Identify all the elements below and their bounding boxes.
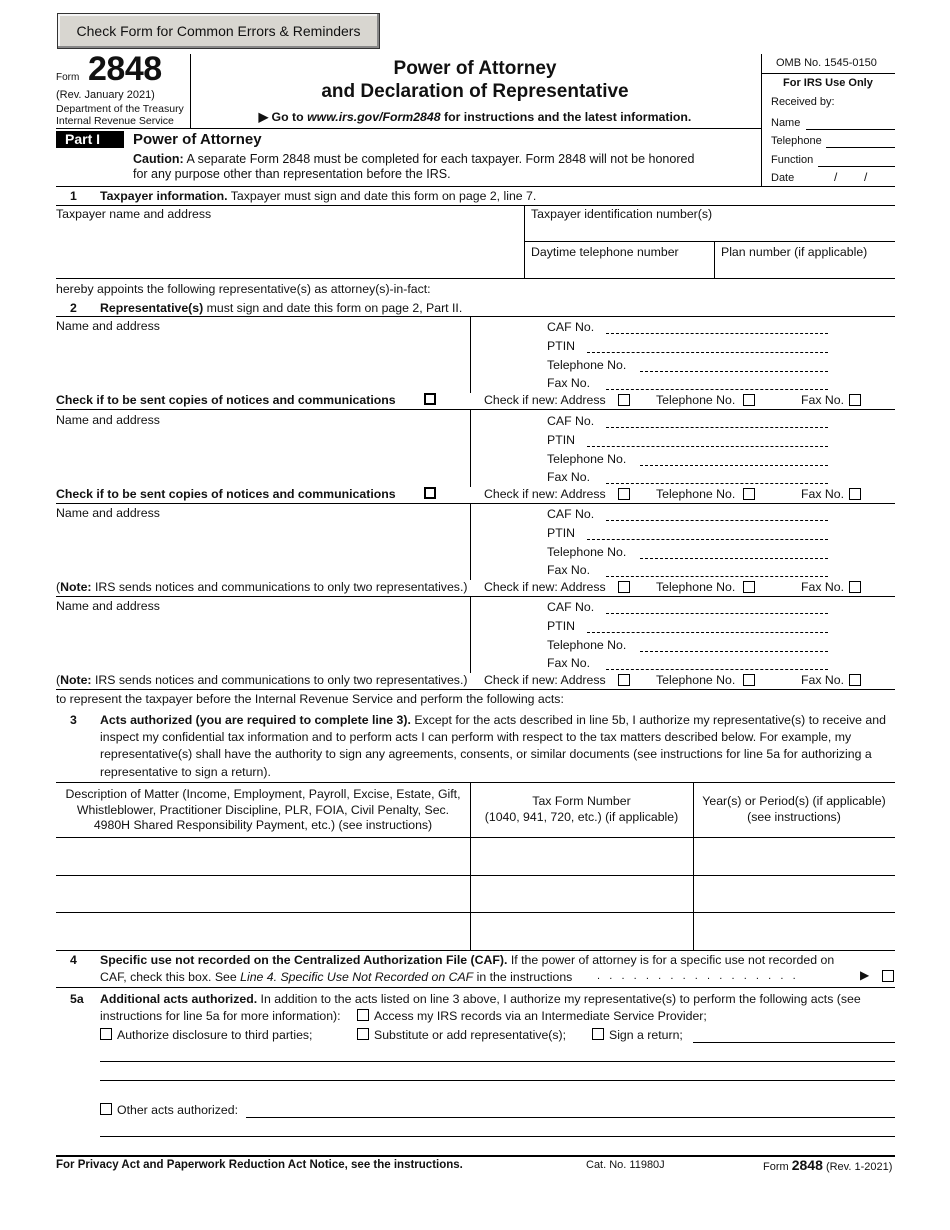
rep-4-new-telephone-checkbox[interactable] [743, 674, 755, 686]
rep-2-name-address-field[interactable] [56, 428, 468, 480]
irs-use-only: For IRS Use Only [783, 77, 873, 89]
matter-row-3-description[interactable] [57, 913, 469, 949]
rep-1-telephone-field[interactable] [640, 371, 828, 372]
rep-1-new-telephone-label: Telephone No. [656, 393, 736, 407]
rep-3-fax-label: Fax No. [547, 563, 591, 577]
irs-name-label: Name [771, 117, 801, 129]
line-4-checkbox[interactable] [882, 970, 894, 982]
line-5a-text-2: instructions for line 5a for more information): [100, 1009, 341, 1023]
line-3-text-1: Acts authorized (you are required to complete line 3). Except for the acts described in line 5b, I authorize my representative(s) to receive and [100, 713, 886, 727]
rep-2-new-telephone-checkbox[interactable] [743, 488, 755, 500]
rep-4-caf-field[interactable] [606, 613, 828, 614]
line-2-number: 2 [70, 301, 77, 315]
rep-3-telephone-label: Telephone No. [547, 545, 627, 559]
line-2-heading: Representative(s) must sign and date this form on page 2, Part II. [100, 301, 463, 315]
rep-1-copies-label: Check if to be sent copies of notices and communications [56, 393, 396, 407]
rep-1-caf-label: CAF No. [547, 320, 595, 334]
sign-return-label: Sign a return; [609, 1028, 683, 1042]
rep-4-new-telephone-label: Telephone No. [656, 673, 736, 687]
part-1-tag: Part I [56, 131, 124, 148]
rep-3-new-fax-checkbox[interactable] [849, 581, 861, 593]
rep-4-name-address-field[interactable] [56, 614, 468, 666]
matter-row-1-year[interactable] [694, 838, 894, 874]
agency: Internal Revenue Service [56, 115, 174, 127]
irs-function-label: Function [771, 154, 814, 166]
disclosure-checkbox[interactable] [100, 1028, 112, 1040]
form-title-1: Power of Attorney [393, 58, 557, 79]
rep-3-ptin-label: PTIN [547, 526, 576, 540]
line-3-text-2: inspect my confidential tax information and to perform acts I can perform with respect to the tax matters described below. For example, my [100, 730, 852, 744]
rep-2-ptin-field[interactable] [587, 446, 828, 447]
rep-4-telephone-label: Telephone No. [547, 638, 627, 652]
access-records-label: Access my IRS records via an Intermediate Service Provider; [374, 1009, 707, 1023]
rep-2-check-new-address-label: Check if new: Address [484, 487, 606, 501]
rep-3-new-address-checkbox[interactable] [618, 581, 630, 593]
rep-3-new-fax-label: Fax No. [801, 580, 845, 594]
rep-1-fax-label: Fax No. [547, 376, 591, 390]
rep-2-new-telephone-label: Telephone No. [656, 487, 736, 501]
privacy-notice: For Privacy Act and Paperwork Reduction Act Notice, see the instructions. [56, 1159, 463, 1171]
footer-form-id: Form 2848 (Rev. 1-2021) [763, 1157, 893, 1173]
line-4-number: 4 [70, 953, 77, 967]
rep-1-new-fax-checkbox[interactable] [849, 394, 861, 406]
received-by-label: Received by: [771, 96, 835, 108]
part-1-title: Power of Attorney [133, 131, 262, 148]
line-1-heading: Taxpayer information. Taxpayer must sign and date this form on page 2, line 7. [100, 189, 537, 203]
disclosure-label: Authorize disclosure to third parties; [117, 1028, 313, 1042]
line-4-leader-dots: . . . . . . . . . . . . . . . . . [597, 970, 796, 982]
rep-1-fax-field[interactable] [606, 389, 828, 390]
rep-3-ptin-field[interactable] [587, 539, 828, 540]
rep-3-fax-field[interactable] [606, 576, 828, 577]
rep-4-caf-label: CAF No. [547, 600, 595, 614]
plan-number-label: Plan number (if applicable) [721, 245, 868, 259]
rep-3-new-telephone-label: Telephone No. [656, 580, 736, 594]
matter-row-3-year[interactable] [694, 913, 894, 949]
rep-2-new-fax-checkbox[interactable] [849, 488, 861, 500]
instructions-link-line: ▶ Go to www.irs.gov/Form2848 for instructions and the latest information. [258, 110, 692, 124]
department: Department of the Treasury [56, 103, 184, 115]
taxpayer-name-address-field[interactable] [56, 222, 522, 276]
tin-label: Taxpayer identification number(s) [531, 207, 713, 221]
other-acts-label: Other acts authorized: [117, 1103, 238, 1117]
matter-row-1-form[interactable] [471, 838, 692, 874]
tax-form-number-header: Tax Form Number (1040, 941, 720, etc.) (if applicable) [484, 794, 679, 824]
substitute-checkbox[interactable] [357, 1028, 369, 1040]
rep-4-new-address-checkbox[interactable] [618, 674, 630, 686]
irs-url-link[interactable]: www.irs.gov/Form2848 [307, 110, 441, 124]
form-title-2: and Declaration of Representative [321, 81, 629, 102]
rep-2-new-fax-label: Fax No. [801, 487, 845, 501]
irs-date-slashes: / / [834, 170, 868, 184]
year-period-header: Year(s) or Period(s) (if applicable) (see instructions) [702, 794, 886, 824]
rep-4-name-address-label: Name and address [56, 599, 160, 613]
line-1-number: 1 [70, 189, 77, 203]
irs-date-label: Date [771, 172, 795, 184]
caution-line-1: Caution: A separate Form 2848 must be completed for each taxpayer. Form 2848 will not be honored [133, 152, 695, 166]
rep-1-new-telephone-checkbox[interactable] [743, 394, 755, 406]
irs-telephone-label: Telephone [771, 135, 822, 147]
matter-row-3-form[interactable] [471, 913, 692, 949]
rep-4-ptin-field[interactable] [587, 632, 828, 633]
matter-row-1-description[interactable] [57, 838, 469, 874]
rep-2-fax-label: Fax No. [547, 470, 591, 484]
rep-3-caf-label: CAF No. [547, 507, 595, 521]
matter-description-header: Description of Matter (Income, Employment, Payroll, Excise, Estate, Gift, Whistleblower, Practitioner Discipline, PLR, FOIA, Civil Penalty, Sec. 4980H Shared Responsibility Payment, etc.) (see instructions) [65, 787, 461, 832]
rep-1-check-new-address-label: Check if new: Address [484, 393, 606, 407]
rep-3-telephone-field[interactable] [640, 558, 828, 559]
line-4-text-2: CAF, check this box. See Line 4. Specific Use Not Recorded on CAF in the instructions [100, 970, 573, 984]
rep-4-fax-field[interactable] [606, 669, 828, 670]
rep-2-telephone-label: Telephone No. [547, 452, 627, 466]
rep-3-name-address-field[interactable] [56, 521, 468, 573]
rep-2-telephone-field[interactable] [640, 465, 828, 466]
matter-row-2-form[interactable] [471, 876, 692, 912]
to-represent-text: to represent the taxpayer before the Internal Revenue Service and perform the following acts: [56, 692, 564, 706]
rep-2-caf-label: CAF No. [547, 414, 595, 428]
rep-2-new-address-checkbox[interactable] [618, 488, 630, 500]
rep-1-new-fax-label: Fax No. [801, 393, 845, 407]
rep-1-caf-field[interactable] [606, 333, 828, 334]
rep-2-copies-label: Check if to be sent copies of notices and communications [56, 487, 396, 501]
revision-date: (Rev. January 2021) [56, 89, 155, 101]
rep-4-note: (Note: IRS sends notices and communications to only two representatives.) [56, 673, 468, 687]
taxpayer-name-address-label: Taxpayer name and address [56, 207, 212, 221]
line-3-number: 3 [70, 713, 77, 727]
rep-1-telephone-label: Telephone No. [547, 358, 627, 372]
rep-2-caf-field[interactable] [606, 427, 828, 428]
rep-3-new-telephone-checkbox[interactable] [743, 581, 755, 593]
other-acts-field[interactable] [246, 1100, 894, 1117]
rep-1-ptin-field[interactable] [587, 352, 828, 353]
form-word: Form [56, 72, 80, 83]
rep-1-ptin-label: PTIN [547, 339, 576, 353]
other-acts-checkbox[interactable] [100, 1103, 112, 1115]
line-4-arrow-icon: ▶ [860, 968, 870, 982]
check-form-button[interactable]: Check Form for Common Errors & Reminders [57, 13, 380, 49]
line-3-text-4: representative to sign a return). [100, 765, 271, 779]
line-5a-text-1: Additional acts authorized. In addition to the acts listed on line 3 above, I authorize my representative(s) to perform the following acts (see [100, 992, 861, 1006]
daytime-phone-label: Daytime telephone number [531, 245, 679, 259]
rep-4-fax-label: Fax No. [547, 656, 591, 670]
rep-1-new-address-checkbox[interactable] [618, 394, 630, 406]
access-records-checkbox[interactable] [357, 1009, 369, 1021]
matter-row-2-description[interactable] [57, 876, 469, 912]
rep-1-name-address-field[interactable] [56, 334, 468, 386]
rep-2-ptin-label: PTIN [547, 433, 576, 447]
rep-1-name-address-label: Name and address [56, 319, 160, 333]
tin-field[interactable] [526, 222, 894, 240]
rep-4-telephone-field[interactable] [640, 651, 828, 652]
form-number: 2848 [88, 50, 162, 88]
catalog-number: Cat. No. 11980J [586, 1159, 665, 1171]
line-5a-number: 5a [70, 992, 84, 1006]
rep-4-check-new-address-label: Check if new: Address [484, 673, 606, 687]
rep-1-copies-checkbox[interactable] [424, 393, 436, 405]
rep-2-fax-field[interactable] [606, 483, 828, 484]
rep-3-caf-field[interactable] [606, 520, 828, 521]
caution-line-2: for any purpose other than representation before the IRS. [133, 167, 451, 181]
omb-number: OMB No. 1545-0150 [776, 57, 877, 69]
rep-4-new-fax-checkbox[interactable] [849, 674, 861, 686]
sign-return-checkbox[interactable] [592, 1028, 604, 1040]
rep-4-new-fax-label: Fax No. [801, 673, 845, 687]
rep-3-name-address-label: Name and address [56, 506, 160, 520]
substitute-label: Substitute or add representative(s); [374, 1028, 567, 1042]
line-3-text-3: representative(s) shall have the authority to sign any agreements, consents, or similar documents (see instructions for line 5a for authorizing a [100, 747, 872, 761]
line-4-text-1: Specific use not recorded on the Centralized Authorization File (CAF). If the power of attorney is for a specific use not recorded on [100, 953, 835, 967]
rep-3-note: (Note: IRS sends notices and communications to only two representatives.) [56, 580, 468, 594]
appoints-text: hereby appoints the following representative(s) as attorney(s)-in-fact: [56, 282, 431, 296]
rep-3-check-new-address-label: Check if new: Address [484, 580, 606, 594]
rep-4-ptin-label: PTIN [547, 619, 576, 633]
rep-2-name-address-label: Name and address [56, 413, 160, 427]
matter-row-2-year[interactable] [694, 876, 894, 912]
rep-2-copies-checkbox[interactable] [424, 487, 436, 499]
